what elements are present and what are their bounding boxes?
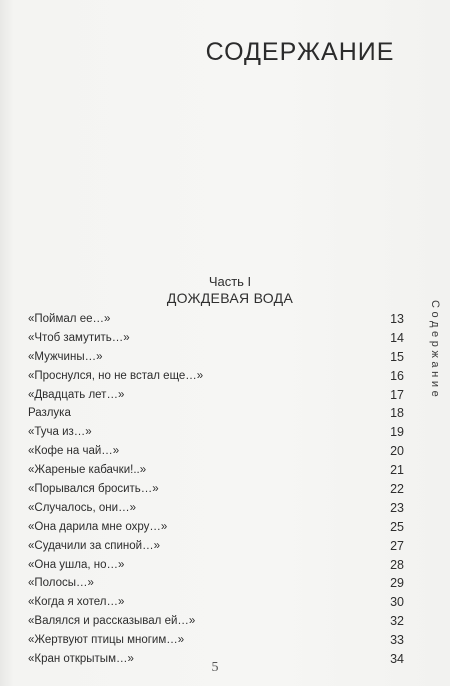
toc-entry <box>28 442 404 461</box>
toc-entry-page: 22 <box>390 482 404 497</box>
toc-entry-page: 13 <box>390 312 404 326</box>
toc-entry-page: 27 <box>390 538 404 553</box>
toc-entry <box>28 310 404 329</box>
toc-entry <box>28 367 404 386</box>
toc-entry-title: Разлука <box>28 407 71 420</box>
toc-entry-title: «Она ушла, но…» <box>28 558 125 571</box>
toc-entry-page: 21 <box>390 463 404 478</box>
toc-entry-title: «Она дарила мне охру…» <box>28 520 168 533</box>
toc-entry <box>28 499 404 518</box>
toc-entry-title: «Туча из…» <box>28 426 92 439</box>
toc-entry <box>28 537 404 556</box>
toc-entry-title: «Судачили за спиной…» <box>28 539 160 552</box>
toc-entry <box>28 461 404 480</box>
toc-entry-title: «Мужчины…» <box>28 350 103 363</box>
toc-entry-title: «Проснулся, но не встал еще…» <box>28 369 204 382</box>
toc-entry <box>28 348 404 367</box>
toc-entry <box>28 612 404 631</box>
toc-entry-page: 19 <box>390 425 404 440</box>
toc-entry-page: 20 <box>390 444 404 459</box>
page-number: 5 <box>211 660 219 675</box>
toc-entry-page: 18 <box>390 406 404 421</box>
toc-entry-title: «Жертвуют птицы многим…» <box>28 634 185 647</box>
side-running-header: Содержание <box>429 300 441 401</box>
toc-entry-title: «Случалось, они…» <box>28 501 136 514</box>
toc-entry-title: «Поймал ее…» <box>28 313 111 325</box>
toc-entry <box>28 423 404 442</box>
part-label: Часть I <box>208 274 252 289</box>
toc-entry-page: 29 <box>390 576 404 591</box>
toc-entry <box>28 386 404 405</box>
toc-entry-page: 16 <box>390 368 404 383</box>
toc-entry-title: «Валялся и рассказывал ей…» <box>28 615 196 628</box>
toc-entry-title: «Порывался бросить…» <box>28 483 159 496</box>
toc-entry-page: 17 <box>390 387 404 402</box>
toc-entry-page: 23 <box>390 500 404 515</box>
table-of-contents <box>28 310 404 669</box>
toc-entry-page: 25 <box>390 519 404 534</box>
toc-entry-page: 28 <box>390 557 404 572</box>
toc-entry <box>28 574 404 593</box>
toc-entry <box>28 329 404 348</box>
toc-entry-title: «Чтоб замутить…» <box>28 331 130 344</box>
toc-entry-page: 32 <box>390 614 404 629</box>
toc-entry-title: «Кран открытым…» <box>28 653 134 666</box>
page-title: СОДЕРЖАНИЕ <box>205 38 395 66</box>
toc-entry-page: 34 <box>390 652 404 667</box>
toc-entry-title: «Кофе на чай…» <box>28 445 120 458</box>
toc-entry <box>28 404 404 423</box>
toc-entry-title: «Двадцать лет…» <box>28 388 125 401</box>
toc-entry <box>28 556 404 575</box>
toc-entry <box>28 518 404 537</box>
toc-entry-page: 33 <box>390 633 404 648</box>
toc-entry-title: «Жареные кабачки!..» <box>28 464 147 477</box>
toc-entry-title: «Полосы…» <box>28 577 94 590</box>
toc-entry-page: 15 <box>390 349 404 364</box>
toc-entry-page: 30 <box>390 595 404 610</box>
toc-entry <box>28 593 404 612</box>
toc-entry-page: 14 <box>390 330 404 345</box>
toc-entry-title: «Когда я хотел…» <box>28 596 125 609</box>
toc-entry <box>28 631 404 650</box>
part-title: ДОЖДЕВАЯ ВОДА <box>166 290 294 306</box>
toc-entry <box>28 480 404 499</box>
